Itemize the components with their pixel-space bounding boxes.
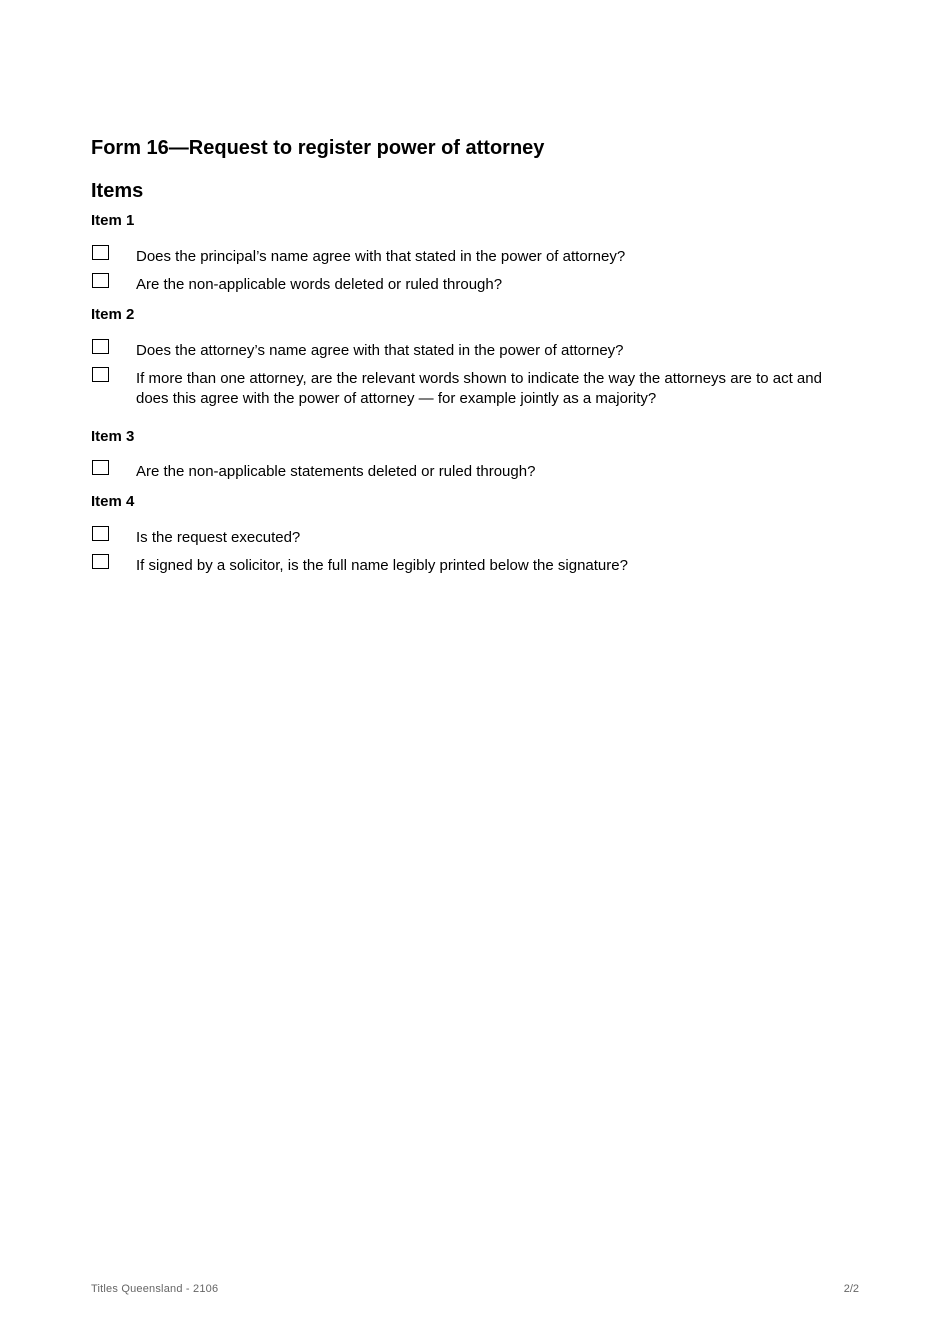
checkbox[interactable] xyxy=(92,460,109,475)
check-text: Are the non-applicable words deleted or ruled through? xyxy=(136,276,503,293)
footer-source: Titles Queensland - 2106 xyxy=(91,1283,219,1295)
checkbox[interactable] xyxy=(92,526,109,541)
page-title: Form 16—Request to register power of attorney xyxy=(91,137,545,159)
check-text: Does the attorney’s name agree with that stated in the power of attorney? xyxy=(136,342,624,359)
item-4-heading: Item 4 xyxy=(91,493,135,510)
check-text: If more than one attorney, are the relevant words shown to indicate the way the attorneys are to act and does this agree with the power of attorney — for example jointly as a majority? xyxy=(136,370,822,407)
section-title: Items xyxy=(91,180,144,202)
check-text: Are the non-applicable statements deleted or ruled through? xyxy=(136,463,536,480)
item-1-heading: Item 1 xyxy=(91,212,135,229)
check-text: Is the request executed? xyxy=(136,529,301,546)
checkbox[interactable] xyxy=(92,273,109,288)
item-2-heading: Item 2 xyxy=(91,306,135,323)
check-text: Does the principal’s name agree with that stated in the power of attorney? xyxy=(136,248,626,265)
checkbox[interactable] xyxy=(92,245,109,260)
page-number: 2/2 xyxy=(843,1283,859,1295)
item-3-heading: Item 3 xyxy=(91,428,135,445)
check-text: If signed by a solicitor, is the full name legibly printed below the signature? xyxy=(136,557,628,574)
checkbox[interactable] xyxy=(92,339,109,354)
checkbox[interactable] xyxy=(92,367,109,382)
checkbox[interactable] xyxy=(92,554,109,569)
